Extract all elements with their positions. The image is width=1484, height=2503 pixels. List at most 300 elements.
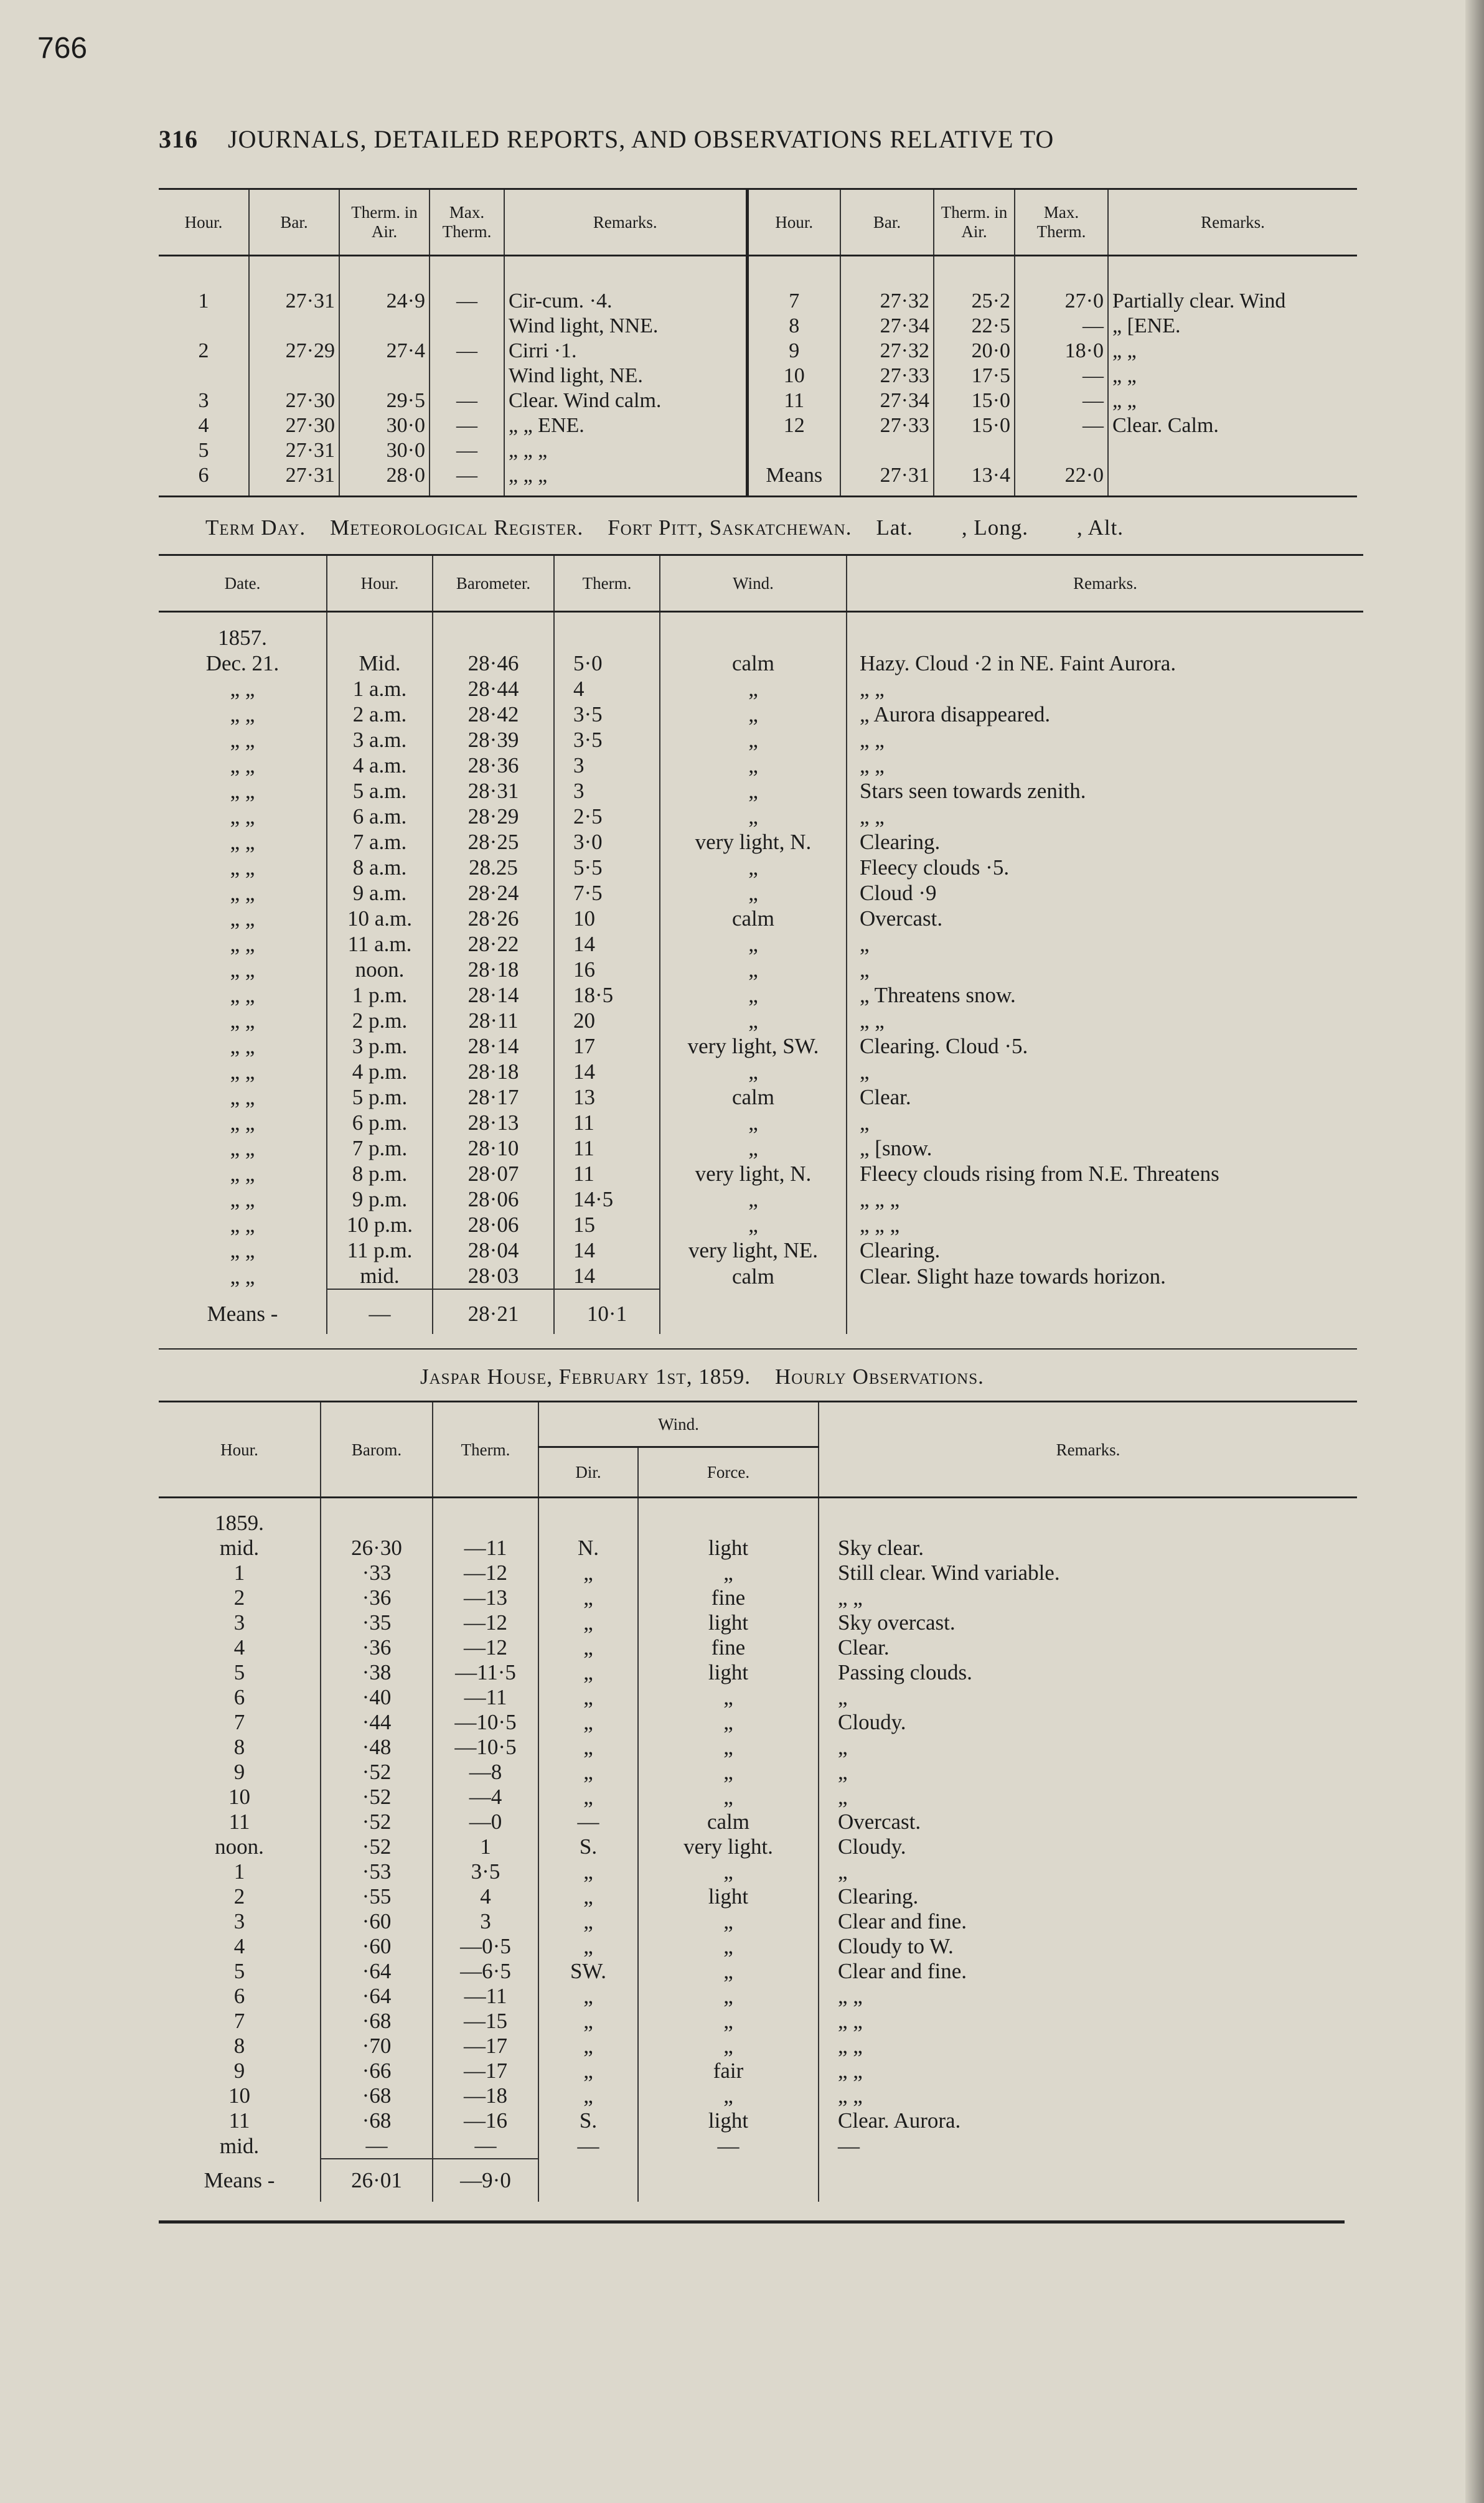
cell-hour-2 (747, 438, 840, 463)
cell-wind: very light, N. (660, 1161, 847, 1186)
cell-dir: „ (538, 1760, 638, 1785)
cell-force: „ (638, 1909, 819, 1934)
year-cell: 1857. (218, 626, 267, 650)
cell-wind: calm (660, 650, 847, 676)
means-label: Means - (204, 2167, 275, 2192)
empty-cell (638, 1498, 819, 1536)
cell-wind: „ (660, 804, 847, 829)
cell-hour: 1 p.m. (327, 982, 433, 1008)
cell-remarks: Clear. (819, 1635, 1357, 1660)
col-hour: Hour. (327, 555, 433, 612)
cell-hour: 4 p.m. (327, 1059, 433, 1084)
cell-bar (249, 364, 339, 388)
cell-remarks: „ (819, 1785, 1357, 1810)
cell-force: „ (638, 1561, 819, 1585)
cell-hour: 1 (198, 289, 209, 312)
cell-barom: ·60 (321, 1934, 433, 1959)
cell-therm: 20 (554, 1008, 660, 1033)
cell-therm: 11 (554, 1135, 660, 1161)
cell-barometer: 28·22 (433, 931, 554, 957)
cell-therm: 3·5 (554, 702, 660, 727)
cell-bar: 27·30 (249, 388, 339, 413)
cell-hour: mid. (219, 2133, 260, 2158)
cell-bar-2: 27·34 (840, 388, 934, 413)
cell-dir: „ (538, 2034, 638, 2059)
cell-max-2: — (1015, 364, 1108, 388)
jaspar-title (420, 1364, 984, 1389)
cell-date: „ „ (230, 1136, 255, 1160)
means-row (159, 2159, 1357, 2202)
empty-cell (327, 612, 433, 651)
cell-hour: 11 a.m. (327, 931, 433, 957)
cell-therm: —12 (433, 1635, 538, 1660)
running-head-title: JOURNALS, DETAILED REPORTS, AND OBSERVATIONS RELATIVE TO (228, 125, 1054, 153)
cell-barom: ·68 (321, 2083, 433, 2108)
cell-wind: very light, NE. (660, 1237, 847, 1263)
cell-remarks: „ „ „ (504, 463, 747, 497)
cell-therm: 5·5 (554, 855, 660, 880)
table-row (159, 1660, 1357, 1685)
col-barom: Barom. (321, 1402, 433, 1498)
cell-barometer: 28·04 (433, 1237, 554, 1263)
cell-bar-2: 27·33 (840, 413, 934, 438)
cell-therm: 14·5 (554, 1186, 660, 1212)
cell-force: „ (638, 1735, 819, 1760)
cell-barom: ·68 (321, 2009, 433, 2034)
cell-dir: „ (538, 1635, 638, 1660)
cell-date: „ „ (230, 1187, 255, 1211)
cell-hour: 10 (228, 1785, 250, 1809)
table-row (159, 931, 1363, 957)
place-label: Fort Pitt, Saskatchewan. (608, 515, 852, 540)
cell-remarks: Clear. Slight haze towards horizon. (847, 1263, 1363, 1289)
table-row (159, 1710, 1357, 1735)
cell-remarks: Stars seen towards zenith. (847, 778, 1363, 804)
cell-remarks-2: Partially clear. Wind (1108, 256, 1357, 314)
cell-max: — (430, 339, 504, 364)
cell-therm: 4 (554, 676, 660, 702)
col-dir: Dir. (538, 1447, 638, 1498)
cell-barom: ·38 (321, 1660, 433, 1685)
cell-therm: 10 (554, 906, 660, 931)
cell-barom: ·35 (321, 1610, 433, 1635)
cell-therm: 1 (433, 1834, 538, 1859)
col-bar-2: Bar. (840, 189, 934, 256)
cell-therm: 28·0 (339, 463, 430, 497)
cell-barom: ·52 (321, 1834, 433, 1859)
cell-barometer: 28·18 (433, 1059, 554, 1084)
cell-remarks: „ „ (847, 727, 1363, 753)
table-row (159, 1810, 1357, 1834)
cell-hour: 2 (233, 1884, 245, 1909)
col-bar: Bar. (249, 189, 339, 256)
cell-force: fine (638, 1585, 819, 1610)
cell-dir: „ (538, 1984, 638, 2009)
cell-remarks: Cloudy. (819, 1834, 1357, 1859)
cell-hour-2: 8 (747, 314, 840, 339)
cell-remarks: Clearing. (847, 1237, 1363, 1263)
col-therm: Therm. (554, 555, 660, 612)
cell-therm: —4 (433, 1785, 538, 1810)
empty-cell (321, 1498, 433, 1536)
cell-dir: „ (538, 2083, 638, 2108)
cell-max-2: — (1015, 314, 1108, 339)
cell-dir: SW. (538, 1959, 638, 1984)
cell-max (430, 364, 504, 388)
cell-hour: 4 a.m. (327, 753, 433, 778)
empty-cell (660, 1289, 847, 1334)
col-wind: Wind. (660, 555, 847, 612)
cell-force: light (638, 2108, 819, 2133)
cell-wind: calm (660, 1263, 847, 1289)
cell-hour: 8 p.m. (327, 1161, 433, 1186)
year-row (159, 612, 1363, 651)
table-row (159, 1008, 1363, 1033)
cell-date: „ „ (230, 677, 255, 701)
cell-dir: „ (538, 1909, 638, 1934)
cell-barom: ·52 (321, 1760, 433, 1785)
cell-barom: ·52 (321, 1785, 433, 1810)
cell-therm: 3 (433, 1909, 538, 1934)
cell-dir: „ (538, 1610, 638, 1635)
cell-remarks: „ Threatens snow. (847, 982, 1363, 1008)
cell-date: „ „ (230, 702, 255, 726)
divider (159, 1348, 1357, 1350)
cell-remarks: „ „ (819, 2034, 1357, 2059)
cell-hour: noon. (327, 957, 433, 982)
table-row (159, 1561, 1357, 1585)
table-row (159, 1237, 1363, 1263)
cell-barom: ·48 (321, 1735, 433, 1760)
cell-dir: „ (538, 2059, 638, 2083)
table-row (159, 2059, 1357, 2083)
col-force: Force. (638, 1447, 819, 1498)
cell-remarks: „ „ (847, 804, 1363, 829)
cell-barom: ·68 (321, 2108, 433, 2133)
cell-wind: „ (660, 1059, 847, 1084)
cell-hour: 1 (233, 1859, 245, 1884)
cell-remarks: „ „ (819, 2059, 1357, 2083)
cell-remarks: Overcast. (819, 1810, 1357, 1834)
cell-therm: 29·5 (339, 388, 430, 413)
cell-date: „ „ (230, 1085, 255, 1109)
cell-force: calm (638, 1810, 819, 1834)
cell-remarks: „ „ (819, 2083, 1357, 2108)
cell-hour-2: 12 (747, 413, 840, 438)
cell-remarks: „ (819, 1859, 1357, 1884)
cell-max (430, 314, 504, 339)
cell-hour: 7 a.m. (327, 829, 433, 855)
cell-dir: „ (538, 1561, 638, 1585)
year-row (159, 1498, 1357, 1536)
cell-force: „ (638, 1934, 819, 1959)
cell-date: „ „ (230, 1264, 255, 1289)
cell-date: „ „ (230, 830, 255, 854)
cell-force: „ (638, 2034, 819, 2059)
cell-bar: 27·31 (249, 463, 339, 497)
cell-remarks: — (819, 2133, 1357, 2159)
cell-hour: 5 p.m. (327, 1084, 433, 1110)
cell-therm: 14 (554, 1263, 660, 1289)
cell-therm-2: 15·0 (934, 413, 1015, 438)
cell-bar: 27·31 (249, 256, 339, 314)
cell-date: „ „ (230, 728, 255, 752)
table-row (159, 1785, 1357, 1810)
cell-remarks: „ [snow. (847, 1135, 1363, 1161)
empty-cell (660, 612, 847, 651)
cell-therm: 5·0 (554, 650, 660, 676)
cell-therm-2: 13·4 (934, 463, 1015, 497)
cell-therm: 18·5 (554, 982, 660, 1008)
cell-therm: —6·5 (433, 1959, 538, 1984)
cell-force: „ (638, 2009, 819, 2034)
cell-date: „ „ (230, 957, 255, 982)
page-edge-shadow (1465, 0, 1484, 2503)
cell-barometer: 28·24 (433, 880, 554, 906)
cell-max-2: — (1015, 413, 1108, 438)
cell-hour-2: 9 (747, 339, 840, 364)
cell-hour: 10 a.m. (327, 906, 433, 931)
cell-remarks: „ „ „ (504, 438, 747, 463)
cell-barometer: 28·46 (433, 650, 554, 676)
cell-hour: 6 (233, 1984, 245, 2008)
cell-therm: —15 (433, 2009, 538, 2034)
empty-cell (433, 612, 554, 651)
cell-hour: 4 (233, 1934, 245, 1958)
table-row (159, 1135, 1363, 1161)
cell-force: „ (638, 1959, 819, 1984)
empty-cell (847, 612, 1363, 651)
table-row (159, 1212, 1363, 1237)
cell-therm: 15 (554, 1212, 660, 1237)
cell-hour: noon. (215, 1834, 264, 1859)
cell-barometer: 28·17 (433, 1084, 554, 1110)
running-head-page: 316 (159, 125, 198, 153)
cell-date: „ „ (230, 1008, 255, 1033)
table-row (159, 982, 1363, 1008)
cell-dir: — (538, 2133, 638, 2159)
cell-force: — (638, 2133, 819, 2159)
cell-barom: ·64 (321, 1959, 433, 1984)
cell-date: „ „ (230, 753, 255, 777)
table-row (159, 1585, 1357, 1610)
cell-force: light (638, 1610, 819, 1635)
cell-remarks-2: „ „ (1108, 388, 1357, 413)
cell-hour: 3 (233, 1610, 245, 1635)
col-remarks-2: Remarks. (1108, 189, 1357, 256)
cell-hour: 1 (233, 1561, 245, 1585)
cell-remarks: Sky clear. (819, 1536, 1357, 1561)
cell-therm-2: 25·2 (934, 256, 1015, 314)
term-day-title (205, 515, 1124, 540)
cell-remarks-2: „ „ (1108, 339, 1357, 364)
cell-remarks: Clearing. (819, 1884, 1357, 1909)
cell-hour: 2 a.m. (327, 702, 433, 727)
cell-barometer: 28·36 (433, 753, 554, 778)
table-row (159, 2108, 1357, 2133)
table-row (159, 388, 1357, 413)
term-day-label: Term Day. (205, 515, 306, 540)
means-barom: 26·01 (321, 2159, 433, 2202)
cell-barom: ·44 (321, 1710, 433, 1735)
cell-hour: 9 (233, 2059, 245, 2083)
table-row (159, 1884, 1357, 1909)
table-row (159, 1760, 1357, 1785)
cell-remarks: Fleecy clouds rising from N.E. Threatens (847, 1161, 1363, 1186)
col-remarks: Remarks. (819, 1402, 1357, 1498)
cell-date: „ „ (230, 881, 255, 905)
cell-max-2: 22·0 (1015, 463, 1108, 497)
cell-max-2 (1015, 438, 1108, 463)
cell-remarks: „ „ „ (847, 1186, 1363, 1212)
term-day-table (159, 554, 1363, 1334)
cell-therm: —11 (433, 1984, 538, 2009)
cell-barom: ·33 (321, 1561, 433, 1585)
col-max-2: Max. Therm. (1015, 189, 1108, 256)
cell-bar: 27·30 (249, 413, 339, 438)
cell-hour: 7 p.m. (327, 1135, 433, 1161)
col-barometer: Barometer. (433, 555, 554, 612)
cell-therm: 4 (433, 1884, 538, 1909)
cell-date: „ „ (230, 804, 255, 829)
cell-hour: 10 (228, 2083, 250, 2108)
cell-barometer: 28·39 (433, 727, 554, 753)
year-cell: 1859. (215, 1511, 264, 1535)
table-row (159, 2133, 1357, 2159)
cell-max: — (430, 438, 504, 463)
cell-therm-2: 22·5 (934, 314, 1015, 339)
table-row (159, 650, 1363, 676)
cell-barometer: 28·13 (433, 1110, 554, 1135)
table-row (159, 829, 1363, 855)
cell-wind: „ (660, 957, 847, 982)
cell-remarks: Hazy. Cloud ·2 in NE. Faint Aurora. (847, 650, 1363, 676)
table-row (159, 438, 1357, 463)
cell-therm: —17 (433, 2059, 538, 2083)
cell-therm-2: 17·5 (934, 364, 1015, 388)
col-max: Max. Therm. (430, 189, 504, 256)
cell-wind: „ (660, 855, 847, 880)
cell-hour: 2 (198, 339, 209, 362)
empty-cell (433, 1498, 538, 1536)
cell-date: „ „ (230, 855, 255, 880)
table-row (159, 753, 1363, 778)
cell-dir: „ (538, 1934, 638, 1959)
cell-remarks-2: Clear. Calm. (1108, 413, 1357, 438)
cell-remarks: Clear and fine. (819, 1909, 1357, 1934)
table-row (159, 727, 1363, 753)
cell-therm: —16 (433, 2108, 538, 2133)
cell-dir: „ (538, 1710, 638, 1735)
cell-force: light (638, 1884, 819, 1909)
cell-hour: 4 (198, 414, 209, 437)
cell-wind: very light, N. (660, 829, 847, 855)
cell-dir: „ (538, 1660, 638, 1685)
cell-date: „ „ (230, 1162, 255, 1186)
cell-remarks: Cloudy to W. (819, 1934, 1357, 1959)
cell-hour (159, 364, 249, 388)
cell-wind: „ (660, 1008, 847, 1033)
cell-force: fair (638, 2059, 819, 2083)
cell-hour: 3 a.m. (327, 727, 433, 753)
cell-dir: „ (538, 1585, 638, 1610)
cell-hour: 6 a.m. (327, 804, 433, 829)
cell-max-2: 27·0 (1015, 256, 1108, 314)
cell-therm-2: 20·0 (934, 339, 1015, 364)
cell-remarks: „ (847, 957, 1363, 982)
cell-max: — (430, 256, 504, 314)
table-row (159, 1610, 1357, 1635)
empty-cell (819, 2159, 1357, 2202)
cell-barometer: 28·44 (433, 676, 554, 702)
cell-dir: S. (538, 1834, 638, 1859)
cell-remarks: „ „ (819, 2009, 1357, 2034)
cell-therm: — (433, 2133, 538, 2159)
cell-bar-2: 27·32 (840, 339, 934, 364)
cell-remarks-2 (1108, 463, 1357, 497)
col-wind: Wind. (538, 1402, 819, 1447)
cell-hour: 3 (198, 389, 209, 412)
cell-wind: „ (660, 753, 847, 778)
cell-barometer: 28·29 (433, 804, 554, 829)
cell-therm: 27·4 (339, 339, 430, 364)
cell-barom: ·40 (321, 1685, 433, 1710)
means-row (159, 1289, 1363, 1334)
cell-therm: —13 (433, 1585, 538, 1610)
cell-hour: 6 p.m. (327, 1110, 433, 1135)
table-row (159, 1685, 1357, 1710)
cell-therm: 3·0 (554, 829, 660, 855)
cell-hour: 2 (233, 1585, 245, 1610)
cell-max: — (430, 388, 504, 413)
cell-remarks: Still clear. Wind variable. (819, 1561, 1357, 1585)
empty-cell (538, 2159, 638, 2202)
cell-therm: —8 (433, 1760, 538, 1785)
means-hour: — (327, 1289, 433, 1334)
cell-remarks: „ „ (847, 676, 1363, 702)
cell-hour: 11 (228, 1810, 250, 1834)
cell-barometer: 28·14 (433, 982, 554, 1008)
cell-therm: —11 (433, 1685, 538, 1710)
cell-therm: 3·5 (554, 727, 660, 753)
table-row (159, 855, 1363, 880)
cell-barom: ·66 (321, 2059, 433, 2083)
cell-date: „ „ (230, 1111, 255, 1135)
col-therm: Therm. (433, 1402, 538, 1498)
table-row (159, 2083, 1357, 2108)
cell-therm: 7·5 (554, 880, 660, 906)
cell-remarks: Sky overcast. (819, 1610, 1357, 1635)
table-row (159, 2034, 1357, 2059)
cell-hour: 5 (233, 1959, 245, 1983)
cell-therm: —12 (433, 1610, 538, 1635)
cell-wind: „ (660, 1110, 847, 1135)
cell-remarks: „ „ „ (847, 1212, 1363, 1237)
table1-header (159, 189, 1357, 256)
cell-remarks: „ (847, 1110, 1363, 1135)
cell-barometer: 28·26 (433, 906, 554, 931)
cell-barometer: 28·25 (433, 829, 554, 855)
cell-date: „ „ (230, 906, 255, 931)
cell-bar-2: 27·34 (840, 314, 934, 339)
cell-remarks: Cloud ·9 (847, 880, 1363, 906)
cell-therm: 14 (554, 1059, 660, 1084)
cell-hour: 11 (228, 2108, 250, 2133)
cell-hour: 4 (233, 1635, 245, 1660)
alt-label: , Alt. (1077, 515, 1124, 540)
cell-therm: 24·9 (339, 256, 430, 314)
long-label: , Long. (961, 515, 1028, 540)
